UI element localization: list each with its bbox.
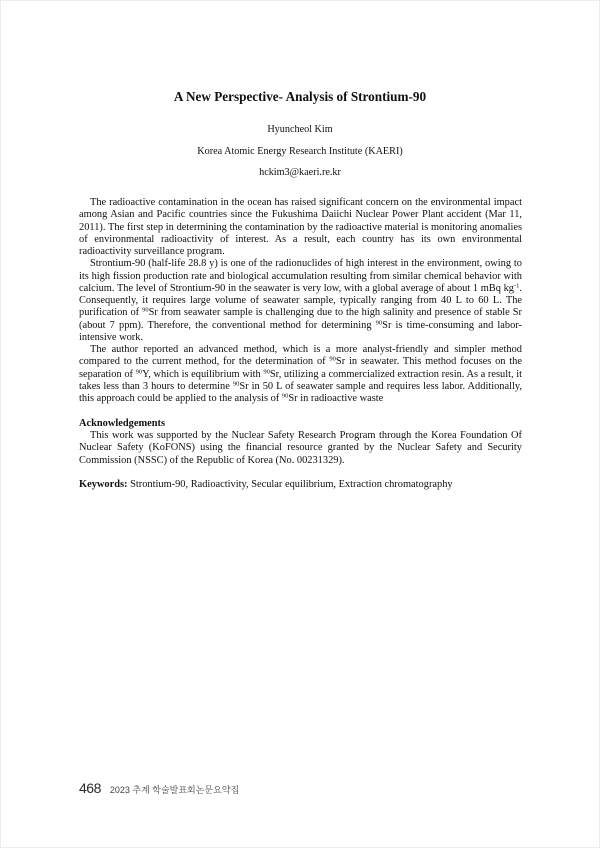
text-run: Sr, utilizing a commercialized extraction resin. As a result, it takes less than 3 hours to determine	[79, 368, 522, 392]
author-affiliation: Korea Atomic Energy Research Institute (KAERI)	[197, 146, 403, 157]
paragraph-1: The radioactive contamination in the ocean has raised significant concern on the environmental impact among Asian and Pacific countries since the Fukushima Daiichi Nuclear Power Plant accident (Mar 11, 2011). The first step in determining the contamination by the radioactive material is monitoring anomalies of environmental radioactivity of interest. As a result, each country has its own environmental radioactivity surveillance program.	[79, 197, 522, 257]
superscript: 90	[232, 380, 240, 388]
text-run: Sr in 50 L of seawater sample and requires less labor. Additionally, this approach could be applied to the analysis of	[79, 380, 522, 404]
text-run: . Consequently, it requires large volume of seawater sample, typically ranging from 40 L to 60 L. The purification of	[79, 282, 522, 319]
superscript: 90	[142, 306, 149, 314]
acknowledgements-heading: Acknowledgements	[79, 417, 166, 429]
text-run: Sr is time-consuming and labor-intensive work.	[79, 319, 522, 343]
text-run: Strontium-90 (half-life 28.8 y) is one of the radionuclides of high interest in the environment, owing to its high fission production rate and biological accumulation resulting from similar chemical behavior with calcium. The level of Strontium-90 in the seawater is very low, with a global average of about 1 mBq kg	[79, 258, 522, 294]
superscript: 90	[329, 355, 336, 363]
page-number: 468	[79, 780, 101, 796]
author-email: hckim3@kaeri.re.kr	[259, 167, 341, 178]
text-run: Sr from seawater sample is challenging due to the high salinity and presence of stable Sr (about 7 ppm). Therefore, the conventional method for determining	[79, 307, 522, 331]
paper-title: A New Perspective- Analysis of Strontium-90	[173, 89, 427, 104]
superscript: 90	[135, 368, 143, 375]
author-name: Hyuncheol Kim	[267, 124, 333, 135]
superscript: 90	[281, 392, 289, 400]
proceedings-title: 2023 추계 학술발표회논문요약집	[109, 785, 240, 795]
paragraph-2	[79, 258, 522, 344]
keywords	[79, 479, 522, 491]
superscript: -1	[513, 282, 520, 290]
acknowledgements-text: This work was supported by the Nuclear Safety Research Program through the Korea Foundation Of Nuclear Safety (KoFONS) using the financial resource granted by the Nuclear Safety and Security Commission (NSSC) of the Republic of Korea (No. 00231329).	[79, 430, 522, 466]
superscript: 90	[263, 368, 270, 375]
keywords-label: Keywords:	[79, 479, 128, 491]
paragraph-3	[79, 344, 522, 405]
text-run: The author reported an advanced method, which is a more analyst-friendly and simpler method compared to the current method, for the determination of	[79, 344, 522, 368]
text-run: Y, which is equilibrium with	[142, 368, 264, 380]
text-run: Sr in seawater. This method focuses on the separation of	[79, 356, 522, 380]
page-footer	[79, 780, 239, 796]
abstract-body	[79, 197, 522, 492]
text-run: Sr in radioactive waste	[288, 393, 384, 404]
keywords-list: Strontium-90, Radioactivity, Secular equilibrium, Extraction chromatography	[127, 479, 453, 491]
superscript: 90	[375, 319, 383, 326]
